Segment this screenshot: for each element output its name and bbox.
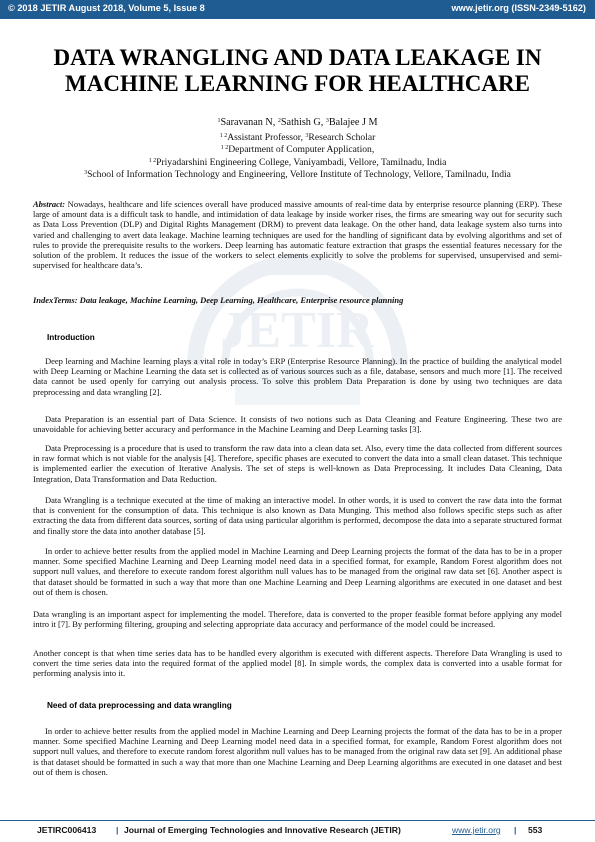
intro-paragraph-2: Data Preparation is an essential part of Data Science. It consists of two notions such as Data Cleaning and Feature Engineering. These two are unavoidable for achieving better accuracy and performance in the Machine Learning and Deep Learning tasks [3].: [33, 414, 562, 435]
footer-journal-name: Journal of Emerging Technologies and Innovative Research (JETIR): [124, 825, 401, 835]
author-department: $^{1 2}$Department of Computer Application,: [220, 144, 375, 155]
title-line-2: MACHINE LEARNING FOR HEALTHCARE: [65, 71, 530, 96]
title-line-1: DATA WRANGLING AND DATA LEAKAGE IN: [53, 45, 542, 70]
footer-page-number: 553: [528, 825, 543, 835]
footer-separator: |: [514, 825, 517, 835]
abstract: [33, 199, 562, 270]
header-website-issn: www.jetir.org (ISSN-2349-5162): [451, 3, 586, 13]
header-bar: [0, 0, 595, 19]
paper-title: [20, 45, 575, 97]
watermark-text: JETIR: [220, 302, 374, 359]
intro-paragraph-6: Data wrangling is an important aspect for implementing the model. Therefore, data is converted to the proper feasible format before applying any model intro it [7]. By performing filtering, grouping and selecting appropriate data accuracy and performance of the model could be increased.: [33, 609, 562, 630]
author-affiliation-1: $^{1 2}$Priyadarshini Engineering College, Vaniyambadi, Vellore, Tamilnadu, India: [148, 156, 447, 168]
author-affiliation-2: $^3$School of Information Technology and Engineering, Vellore Institute of Technology, Vellore, Tamilnadu, India: [84, 169, 511, 180]
header-issue-info: © 2018 JETIR August 2018, Volume 5, Issue 8: [8, 3, 205, 13]
footer-journal-link[interactable]: www.jetir.org: [452, 825, 501, 835]
abstract-label: Abstract:: [33, 199, 66, 209]
intro-paragraph-7: Another concept is that when time series data has to be handled every algorithm is executed with different aspects. Therefore Data Wrangling is used to convert the time series data into the required format of the applied model [8]. In simple words, the complex data is converted into a usable format for performing analysis into it.: [33, 648, 562, 679]
footer-divider: [0, 820, 595, 821]
section-heading-need: Need of data preprocessing and data wrangling: [47, 701, 232, 710]
intro-paragraph-3: Data Preprocessing is a procedure that is used to transform the raw data into a clean data set. Also, every time the data collected from different sources in raw format which is not viable for the analysis [4]. Therefore, specific phases are executed to convert the data into a small clean dataset. This technique is implemented earlier the execution of Iterative Analysis. The set of steps is well-known as Data Preprocessing. It includes Data Cleaning, Data Integration, Data Transformation and Data Reduction.: [33, 443, 562, 484]
section-heading-introduction: Introduction: [47, 333, 95, 342]
intro-paragraph-5: In order to achieve better results from the applied model in Machine Learning and Deep Learning projects the format of the data has to be in a proper manner. Some specified Machine Learning and Deep Learning model need data in a specified format, for example, Random Forest algorithm does not support null values, and therefore to execute random forest algorithm null values has to be managed from the original raw data set [6]. Another aspect is that dataset should be formatted in such a way that more than one Machine Learning and Deep Learning algorithms are executed in one dataset and best out of them is chosen.: [33, 546, 562, 597]
author-block: [20, 117, 575, 182]
footer-separator: |: [116, 825, 119, 835]
intro-paragraph-1: Deep learning and Machine learning plays a vital role in today’s ERP (Enterprise Resource Planning). In the practice of building the analytical model with Deep Learning or Machine Learning the data set is collected as of various sources such as a file, database, sensors and much more [1]. The received data cannot be used openly for carrying out analysis process. To solve this problem Data Preparation is done by using two techniques are data preprocessing and data wrangling [2].: [33, 356, 562, 397]
need-paragraph-1: In order to achieve better results from the applied model in Machine Learning and Deep Learning projects the format of the data has to be in a proper manner. Some specified Machine Learning and Deep Learning model need data in a specified format, for example, Random Forest algorithm does not support null values, and therefore to execute random forest algorithm null values has to be managed from the original raw data set [9]. An additional phase is that dataset should be formatted in such a way that more than one Machine Learning and Deep Learning algorithms are executed in one dataset and best out of them is chosen.: [33, 726, 562, 777]
abstract-text: Nowadays, healthcare and life sciences overall have produced massive amounts of real-time data by enterprise resource planning (ERP). These large of amount data is a difficult task to handle, and intimidation of data leakage by inside worker rises, the firms are smearing way out for security such as Data Loss Prevention (DLP) and Digital Rights Management (DRM) to prevent data leakage. On the other hand, data leakage system also turns into varied and challenging to avert data leakage. Machine learning techniques are used for the handling of significant data by evolving algorithms and set of rules to provide the prerequisite results to the workers. Deep learning has automatic feature extraction that grasps the essential features necessary for the solution of the problem. It reduces the issue of the workers to select elements explicitly to solve the problems for supervised, unsupervised and semi-supervised for healthcare data’s.: [33, 199, 562, 271]
author-roles: $^{1 2}$Assistant Professor, $^3$Research Scholar: [219, 131, 376, 143]
intro-paragraph-4: Data Wrangling is a technique executed at the time of making an interactive model. In other words, it is used to convert the raw data into the format that is convenient for the consumption of data. This technique is also known as Data Munging. This method also follows specific steps such as after extracting the data from different data sources, sorting of data using particular algorithm is performed, decompose the data into a separate structured format and finally store the data into another database [5].: [33, 495, 563, 536]
index-terms: IndexTerms: Data leakage, Machine Learning, Deep Learning, Healthcare, Enterprise resource planning: [33, 295, 404, 305]
footer-paper-id: JETIRC006413: [37, 825, 97, 835]
author-names: $^1$Saravanan N, $^2$Sathish G, $^3$Balajee J M: [217, 117, 378, 128]
